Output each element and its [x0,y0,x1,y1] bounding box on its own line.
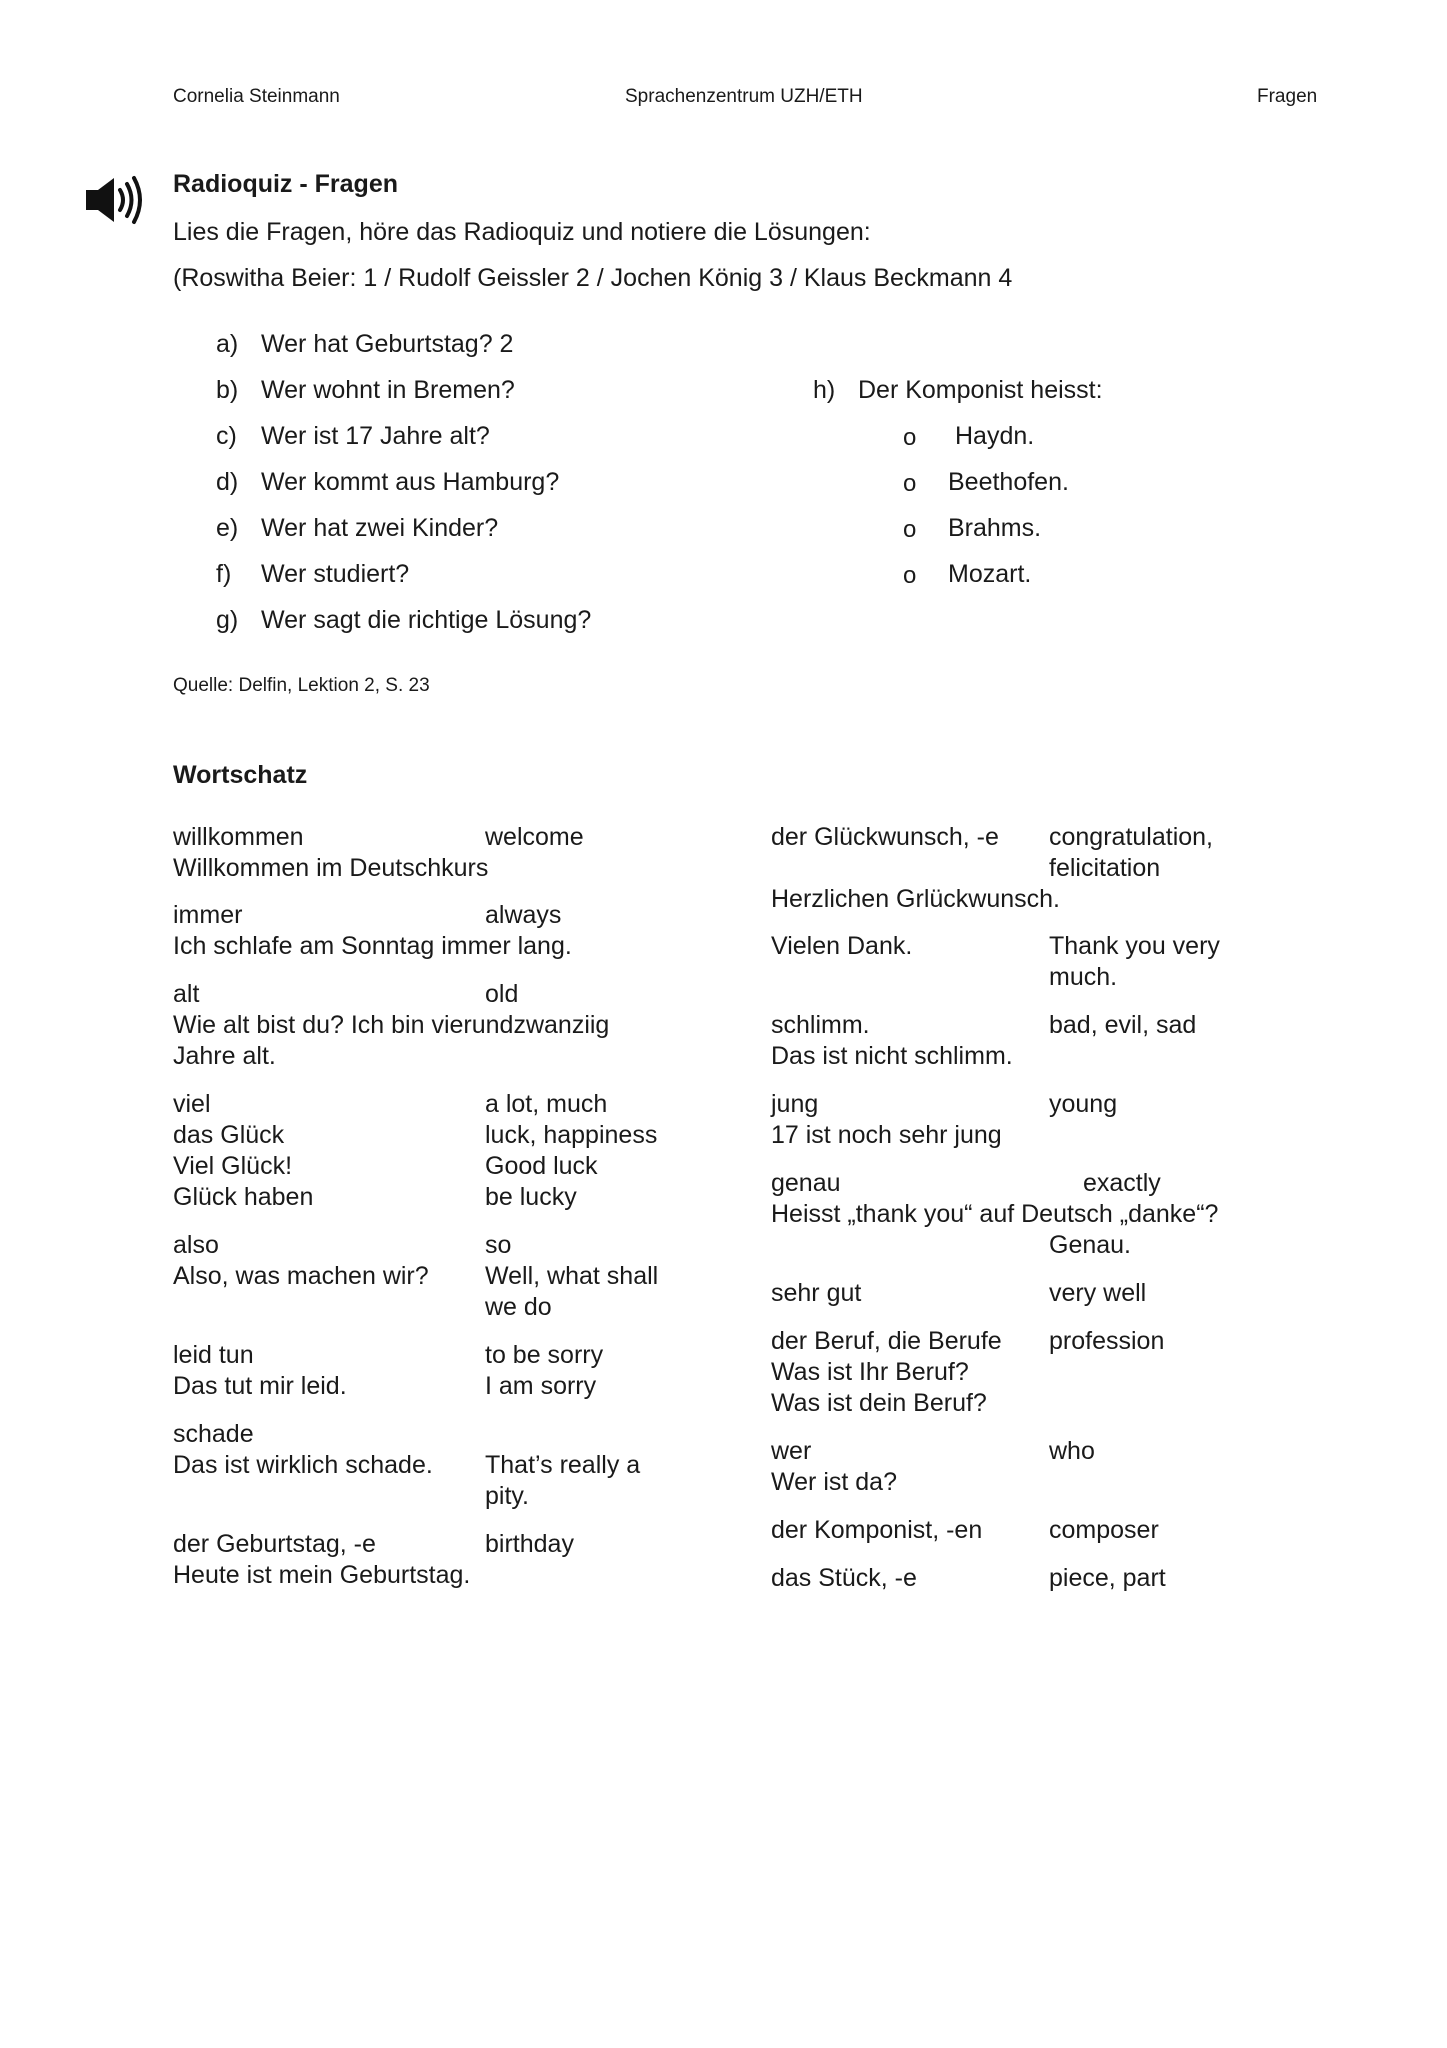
vocab-translation: much. [1049,963,1118,991]
vocab-translation: young [1049,1090,1118,1118]
vocab-translation: Thank you very [1049,932,1220,960]
option-bullet: o [903,424,917,451]
vocab-translation: bad, evil, sad [1049,1011,1197,1039]
option-bullet: o [903,516,917,543]
question-h-letter: h) [813,376,836,404]
vocab-word: Vielen Dank. [771,932,913,960]
vocab-word: schlimm. [771,1011,870,1039]
option-brahms: Brahms. [948,514,1042,542]
vocab-example: Was ist Ihr Beruf? [771,1358,969,1386]
vocab-translation: exactly [1083,1169,1161,1197]
vocab-word: Viel Glück! [173,1152,293,1180]
vocab-example: Heute ist mein Geburtstag. [173,1561,471,1589]
vocab-translation: always [485,901,562,929]
vocab-translation: very well [1049,1279,1147,1307]
vocab-translation: old [485,980,519,1008]
vocab-example: 17 ist noch sehr jung [771,1121,1002,1149]
vocab-word: willkommen [173,823,304,851]
vocab-translation: profession [1049,1327,1165,1355]
header-author: Cornelia Steinmann [173,86,340,107]
question-letter: e) [216,514,239,542]
option-mozart: Mozart. [948,560,1032,588]
speaker-icon [84,175,146,225]
vocab-translation: who [1049,1437,1095,1465]
vocab-translation: be lucky [485,1183,577,1211]
vocab-word: Glück haben [173,1183,314,1211]
vocab-translation: Good luck [485,1152,598,1180]
vocab-translation: composer [1049,1516,1159,1544]
option-haydn: Haydn. [955,422,1035,450]
vocab-word: immer [173,901,243,929]
question-text: Wer wohnt in Bremen? [261,376,515,404]
option-bullet: o [903,470,917,497]
vocab-word: leid tun [173,1341,254,1369]
vocab-translation: congratulation, [1049,823,1214,851]
vocab-word: schade [173,1420,254,1448]
vocab-title: Wortschatz [173,761,308,789]
question-letter: g) [216,606,239,634]
vocab-word: sehr gut [771,1279,862,1307]
question-text: Wer hat Geburtstag? 2 [261,330,514,358]
vocab-example: Was ist dein Beruf? [771,1389,987,1417]
vocab-word: der Glückwunsch, -e [771,823,999,851]
vocab-word: das Glück [173,1121,285,1149]
vocab-example: Herzlichen Grlückwunsch. [771,885,1060,913]
option-beethofen: Beethofen. [948,468,1069,496]
vocab-translation: welcome [485,823,584,851]
vocab-word: wer [771,1437,812,1465]
question-text: Wer kommt aus Hamburg? [261,468,560,496]
question-letter: b) [216,376,239,404]
vocab-example: Willkommen im Deutschkurs [173,854,489,882]
question-text: Wer studiert? [261,560,410,588]
vocab-word: der Beruf, die Berufe [771,1327,1002,1355]
vocab-word: alt [173,980,200,1008]
vocab-example: Das ist wirklich schade. [173,1451,433,1479]
vocab-word: das Stück, -e [771,1564,917,1592]
vocab-translation: felicitation [1049,854,1161,882]
question-text: Wer hat zwei Kinder? [261,514,499,542]
vocab-word: viel [173,1090,211,1118]
vocab-example-translation: we do [485,1293,552,1321]
vocab-word: also [173,1231,219,1259]
vocab-word: der Komponist, -en [771,1516,983,1544]
question-text: Wer ist 17 Jahre alt? [261,422,490,450]
question-h-text: Der Komponist heisst: [858,376,1103,404]
vocab-translation: so [485,1231,512,1259]
header-topic: Fragen [1257,86,1318,107]
vocab-example: Heisst „thank you“ auf Deutsch „danke“? [771,1200,1219,1228]
question-letter: a) [216,330,239,358]
vocab-translation: luck, happiness [485,1121,658,1149]
vocab-translation: a lot, much [485,1090,608,1118]
vocab-example: Das tut mir leid. [173,1372,347,1400]
vocab-example: Jahre alt. [173,1042,276,1070]
vocab-word: genau [771,1169,841,1197]
vocab-translation: piece, part [1049,1564,1166,1592]
header-institution: Sprachenzentrum UZH/ETH [625,86,863,107]
quiz-names: (Roswitha Beier: 1 / Rudolf Geissler 2 / Jochen König 3 / Klaus Beckmann 4 [173,264,1013,292]
vocab-word: jung [771,1090,819,1118]
vocab-example-translation: Genau. [1049,1231,1132,1259]
vocab-example: Also, was machen wir? [173,1262,429,1290]
quiz-source: Quelle: Delfin, Lektion 2, S. 23 [173,675,430,696]
vocab-example: Ich schlafe am Sonntag immer lang. [173,932,572,960]
vocab-example: Wer ist da? [771,1468,897,1496]
question-letter: d) [216,468,239,496]
vocab-example: Das ist nicht schlimm. [771,1042,1013,1070]
vocab-example-translation: That’s really a [485,1451,641,1479]
quiz-title: Radioquiz - Fragen [173,170,398,198]
vocab-example-translation: I am sorry [485,1372,597,1400]
vocab-translation: to be sorry [485,1341,604,1369]
vocab-translation: birthday [485,1530,574,1558]
vocab-example-translation: Well, what shall [485,1262,659,1290]
option-bullet: o [903,562,917,589]
quiz-instruction: Lies die Fragen, höre das Radioquiz und notiere die Lösungen: [173,218,871,246]
question-letter: f) [216,560,232,588]
question-letter: c) [216,422,237,450]
vocab-example: Wie alt bist du? Ich bin vierundzwanziig [173,1011,610,1039]
question-text: Wer sagt die richtige Lösung? [261,606,592,634]
vocab-word: der Geburtstag, -e [173,1530,376,1558]
vocab-example-translation: pity. [485,1482,529,1510]
